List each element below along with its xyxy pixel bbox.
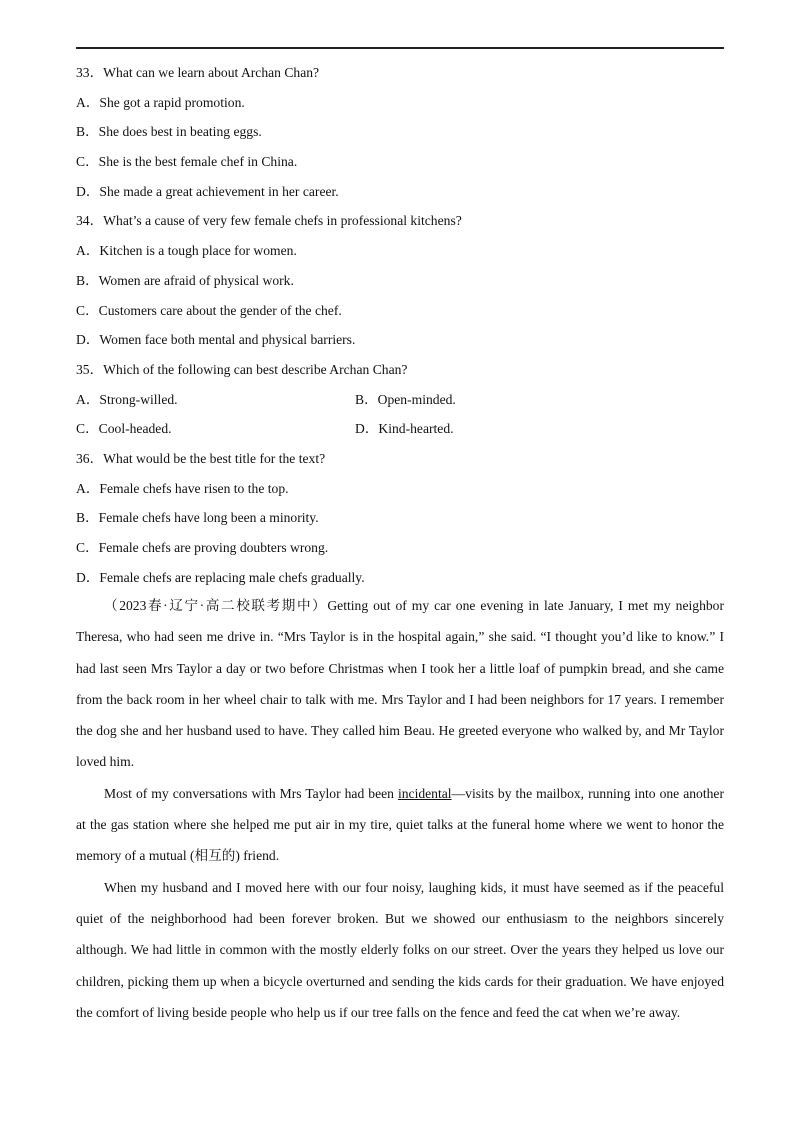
passage-paragraph-3: When my husband and I moved here with our four noisy, laughing kids, it must have seemed as if the peaceful quiet of the neighborhood had been forever broken. But we showed our enthusiasm to the neighbors sincerely although. We had little in common with the mostly elderly folks on our street. Over the years they helped us love our children, picking them up when a bicycle overturned and sending the kids cards for their graduation. We have enjoyed the comfort of living beside people who help us if our tree falls on the fence and feed the cat when we’re away.	[76, 879, 724, 1020]
question-34-option-c: C．Customers care about the gender of the chef.	[76, 302, 342, 318]
question-35-options-row-2	[76, 414, 726, 444]
passage-paragraph-2	[76, 778, 724, 872]
question-36-stem: 36．What would be the best title for the text?	[76, 450, 326, 466]
reading-passage	[76, 590, 724, 1028]
question-35-option-c: C．Cool-headed.	[76, 421, 172, 437]
question-36-option-a: A．Female chefs have risen to the top.	[76, 480, 289, 496]
question-36-option-b: B．Female chefs have long been a minority.	[76, 510, 319, 526]
question-35-stem: 35．Which of the following can best describe Archan Chan?	[76, 361, 408, 377]
passage-paragraph-2-lead: Most of my conversations with Mrs Taylor had been	[104, 785, 398, 801]
question-35-option-a: A．Strong-willed.	[76, 391, 178, 407]
question-list	[76, 58, 726, 592]
passage-paragraph-2-rest: —visits by the mailbox, running into one another at the gas station where she helped me put air in my tire, quiet talks at the funeral home where we went to honor the memory of a mutual (相互的) friend.	[76, 785, 724, 864]
question-35-options-row-1	[76, 385, 726, 415]
question-33-option-b: B．She does best in beating eggs.	[76, 124, 262, 140]
question-35-option-b: B．Open-minded.	[355, 391, 456, 407]
passage-paragraph-1: （2023春·辽宁·高二校联考期中）Getting out of my car one evening in late January, I met my neighbor Theresa, who had seen me drive in. “Mrs Taylor is in the hospital again,” she said. “I thought you’d like to know.” I had last seen Mrs Taylor a day or two before Christmas when I took her a little loaf of pumpkin bread, and she came from the back room in her wheel chair to talk with me. Mrs Taylor and I had been neighbors for 17 years. I remember the dog she and her husband used to have. They called him Beau. He greeted everyone who walked by, and Mr Taylor loved him.	[76, 598, 724, 770]
question-33-option-c: C．She is the best female chef in China.	[76, 154, 298, 170]
question-36-option-c: C．Female chefs are proving doubters wrong.	[76, 540, 329, 555]
question-34-stem: 34．What’s a cause of very few female chefs in professional kitchens?	[76, 213, 462, 229]
header-rule	[76, 47, 724, 49]
question-34-option-d: D．Women face both mental and physical barriers.	[76, 332, 356, 348]
question-33-stem: 33．What can we learn about Archan Chan?	[76, 65, 320, 80]
underlined-word-incidental: incidental	[397, 785, 452, 801]
question-33-option-a: A．She got a rapid promotion.	[76, 94, 245, 110]
question-36-option-d: D．Female chefs are replacing male chefs gradually.	[76, 569, 365, 585]
question-33-option-d: D．She made a great achievement in her career.	[76, 183, 339, 199]
question-34-option-a: A．Kitchen is a tough place for women.	[76, 243, 297, 259]
question-35-option-d: D．Kind-hearted.	[355, 421, 454, 437]
question-34-option-b: B．Women are afraid of physical work.	[76, 272, 294, 288]
